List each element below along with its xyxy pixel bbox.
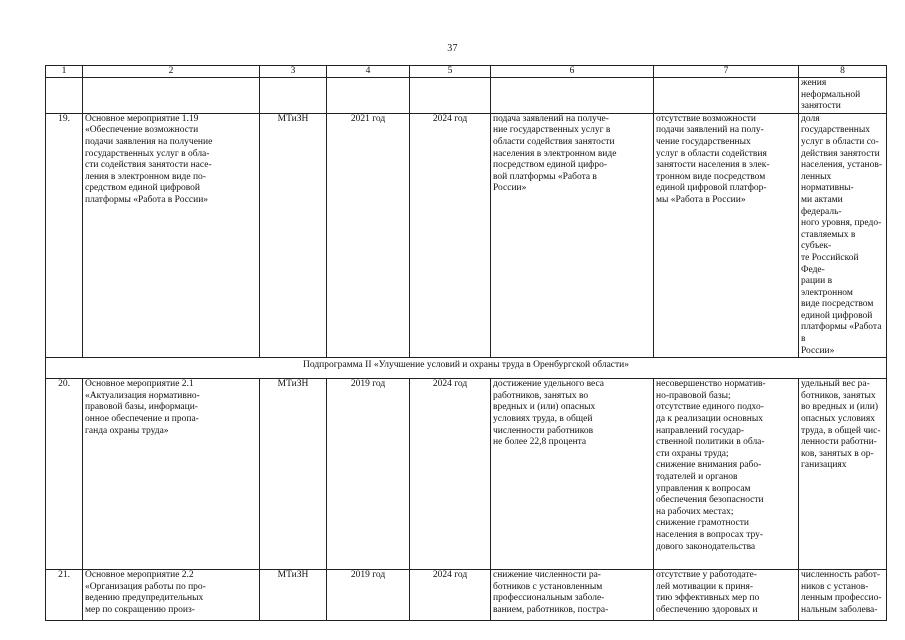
consequences-cell xyxy=(654,379,799,570)
activity-cell xyxy=(83,379,260,570)
subprogram-row xyxy=(46,358,887,379)
cell-empty xyxy=(260,78,327,114)
indicator-text: численность работ- ников с установ- ленным профессио- нальным заболева- xyxy=(801,570,882,616)
activity-text: Основное мероприятие 2.2 «Организация работы по про- ведению предупредительных мер по сокращению произ- xyxy=(85,570,206,616)
consequences-text: отсутствие у работодате- лей мотивации к приня- тию эффективных мер по обеспечению здоровых и xyxy=(656,570,760,616)
continuation-indicator-text: жения неформальной занятости xyxy=(801,78,861,112)
header-col-3: 3 xyxy=(260,66,327,78)
cell-empty xyxy=(83,78,260,114)
consequences-text: несовершенство норматив- но-правовой базы; отсутствие единого подхо- да к реализации основных направлений государ- ственной политики в обла- сти охраны труда; снижение внимания рабо- тодателей и органов управления к вопросам обеспечения безопасности на рабочих местах; снижение грамотности населения в вопросах тру- дового законодательства xyxy=(656,379,766,552)
executor-cell: МТиЗН xyxy=(260,113,327,357)
activity-text: Основное мероприятие 1.19 «Обеспечение возможности подачи заявления на получение государственных услуг в обла- сти содействия занятости насе- ления в электронном виде по- средством единой цифровой платформы «Работа в России» xyxy=(85,113,213,205)
start-year-cell: 2019 год xyxy=(327,379,410,570)
subprogram-title: Подпрограмма II «Улучшение условий и охраны труда в Оренбургской области» xyxy=(46,358,887,379)
end-year-cell: 2024 год xyxy=(410,113,491,357)
cell-empty xyxy=(410,78,491,114)
indicator-text: удельный вес ра- ботников, занятых во вредных и (или) опасных условиях труда, в общей чис- ленности работни- ков, занятых в ор- ганизациях xyxy=(801,379,881,471)
header-col-1: 1 xyxy=(46,66,83,78)
consequences-cell xyxy=(654,570,799,621)
executor-cell: МТиЗН xyxy=(260,379,327,570)
table-row xyxy=(46,113,887,357)
indicator-cell xyxy=(799,570,887,621)
continuation-indicator-cell xyxy=(799,78,887,114)
row-number: 20. xyxy=(46,379,83,570)
result-text: снижение численности ра- ботников с установленным профессиональным заболе- ванием, работников, постра- xyxy=(493,570,609,616)
header-col-7: 7 xyxy=(654,66,799,78)
indicator-cell xyxy=(799,113,887,357)
result-text: подача заявлений на получе- ние государственных услуг в области содействия занятости населения в электронном виде посредством единой цифро- вой платформы «Работа в России» xyxy=(493,113,617,194)
indicator-cell xyxy=(799,379,887,570)
cell-empty xyxy=(46,78,83,114)
consequences-text: отсутствие возможности подачи заявлений на полу- чение государственных услуг в области содействия занятости населения в элек- тронном виде посредством единой цифровой платфор- мы «Работа в России» xyxy=(656,113,770,205)
page-number: 37 xyxy=(447,43,458,54)
indicator-text: доля государственных услуг в области со- действия занятости населения, установ- ленных нормативны- ми актами федераль- ного уровня, предо- ставляемых в субъек- те Российской Феде- рации в электронном виде посредством единой цифровой платформы «Работа в России» xyxy=(801,113,883,356)
table-row xyxy=(46,379,887,570)
end-year-cell: 2024 год xyxy=(410,379,491,570)
table-row xyxy=(46,570,887,621)
activity-cell xyxy=(83,113,260,357)
row-number: 21. xyxy=(46,570,83,621)
result-cell xyxy=(491,570,654,621)
cell-empty xyxy=(327,78,410,114)
cell-empty xyxy=(654,78,799,114)
cell-empty xyxy=(491,78,654,114)
end-year-cell: 2024 год xyxy=(410,570,491,621)
activity-cell xyxy=(83,570,260,621)
start-year-cell: 2021 год xyxy=(327,113,410,357)
executor-cell: МТиЗН xyxy=(260,570,327,621)
continuation-row xyxy=(46,78,887,114)
header-col-5: 5 xyxy=(410,66,491,78)
activity-text: Основное мероприятие 2.1 «Актуализация нормативно- правовой базы, информаци- онное обеспечение и пропа- ганда охраны труда» xyxy=(85,379,200,436)
result-cell xyxy=(491,379,654,570)
header-col-2: 2 xyxy=(83,66,260,78)
program-measures-table xyxy=(45,65,887,621)
start-year-cell: 2019 год xyxy=(327,570,410,621)
header-col-8: 8 xyxy=(799,66,887,78)
column-number-header xyxy=(46,66,887,78)
result-cell xyxy=(491,113,654,357)
result-text: достижение удельного веса работников, занятых во вредных и (или) опасных условиях труда, в общей численности работников не более 22,8 процента xyxy=(493,379,605,448)
consequences-cell xyxy=(654,113,799,357)
row-number: 19. xyxy=(46,113,83,357)
header-col-4: 4 xyxy=(327,66,410,78)
header-col-6: 6 xyxy=(491,66,654,78)
